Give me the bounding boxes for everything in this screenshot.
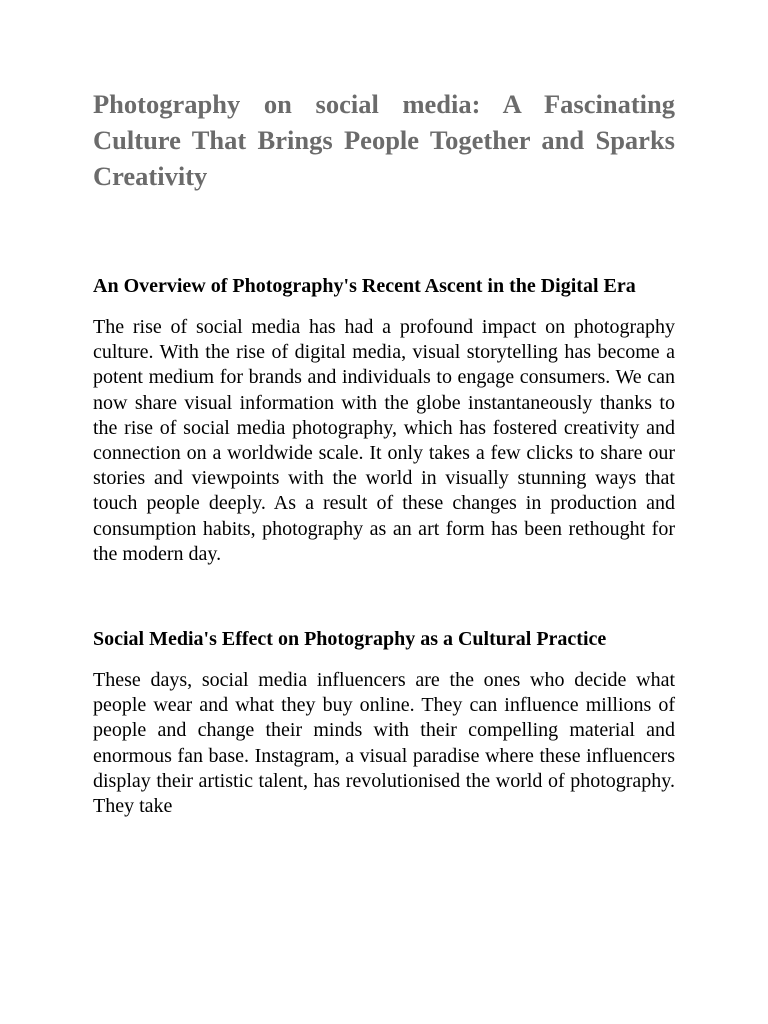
- section-heading-overview: An Overview of Photography's Recent Ascent in the Digital Era: [93, 275, 636, 297]
- section-body-overview: The rise of social media has had a profound impact on photography culture. With the rise of digital media, visual storytelling has become a potent medium for brands and individuals to engage consumers. We can now share visual information with the globe instantaneously thanks to the rise of social media photography, which has fostered creativity and connection on a worldwide scale. It only takes a few clicks to share our stories and viewpoints with the world in visually stunning ways that touch people deeply. As a result of these changes in production and consumption habits, photography as an art form has been rethought for the modern day.: [93, 316, 675, 565]
- section-heading-social-media-effect: Social Media's Effect on Photography as a Cultural Practice: [93, 628, 607, 651]
- section-body-social-media-effect: These days, social media influencers are the ones who decide what people wear and what they buy online. They can influence millions of people and change their minds with their compelling material and enormous fan base. Instagram, a visual paradise where these influencers display their artistic talent, has revolutionised the world of photography. They take: [93, 669, 675, 818]
- document-title: Photography on social media: A Fascinating Culture That Brings People Together and Sparks Creativity: [93, 89, 675, 191]
- document-page: [93, 86, 675, 819]
